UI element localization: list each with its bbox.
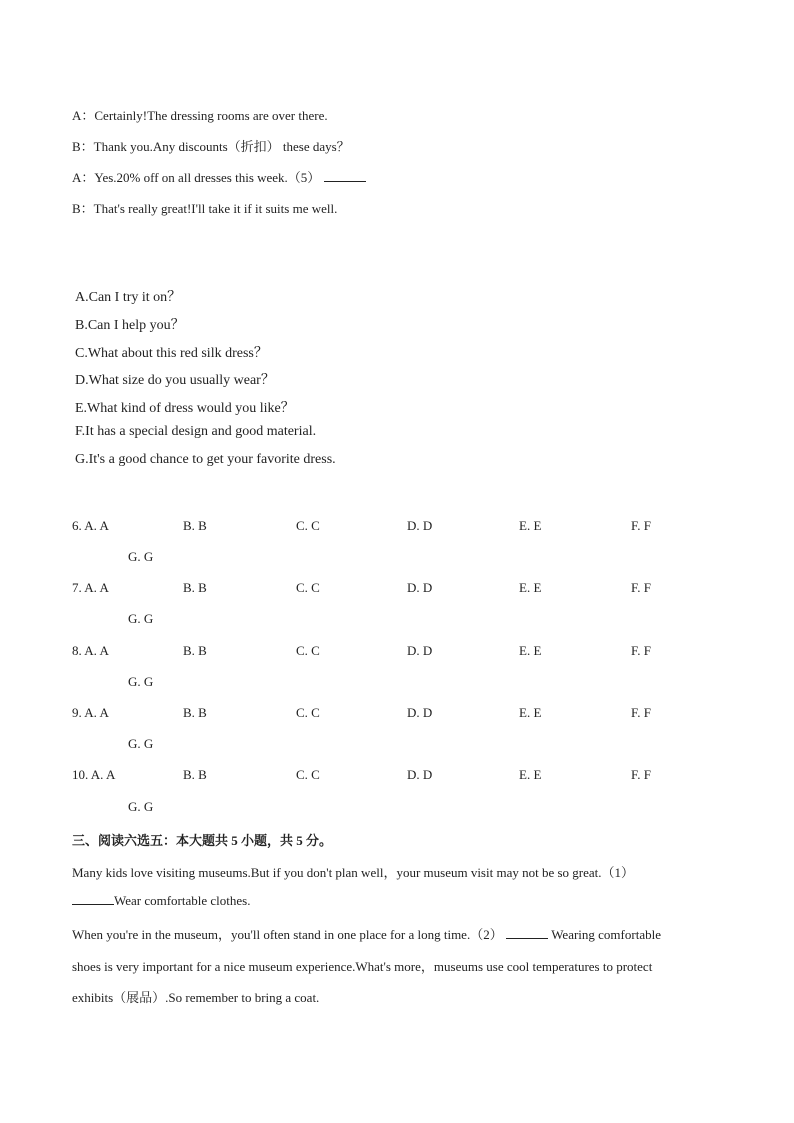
passage-text: Wearing comfortable [551, 927, 661, 942]
choice-f[interactable]: F. F [631, 643, 651, 658]
choice-c[interactable]: C. C [296, 518, 320, 533]
choice-e[interactable]: E. E [519, 767, 542, 782]
question-row [72, 767, 772, 787]
question-row [72, 518, 772, 538]
choice-d[interactable]: D. D [407, 705, 433, 720]
option-item: E.What kind of dress would you like？ [75, 401, 295, 416]
choice-a[interactable]: A. A [84, 518, 109, 533]
dialogue-text: Yes.20% off on all dresses this week.（5） [94, 170, 321, 185]
choice-g[interactable]: G. G [128, 736, 154, 751]
choice-d[interactable]: D. D [407, 767, 433, 782]
dialogue-line [72, 167, 366, 186]
choice-a[interactable]: A. A [84, 580, 109, 595]
passage-line [72, 893, 250, 909]
option-item: A.Can I try it on？ [75, 290, 182, 305]
dialogue-line [72, 198, 337, 217]
choice-d[interactable]: D. D [407, 518, 433, 533]
question-number: 6. A. A [72, 518, 109, 533]
passage-line: exhibits（展品）.So remember to bring a coat. [72, 990, 320, 1005]
choice-f[interactable]: F. F [631, 705, 651, 720]
choice-g[interactable]: G. G [128, 799, 154, 814]
answer-blank[interactable] [506, 937, 548, 939]
choice-d[interactable]: D. D [407, 643, 433, 658]
choice-e[interactable]: E. E [519, 705, 542, 720]
question-row [72, 705, 772, 725]
choice-c[interactable]: C. C [296, 705, 320, 720]
choice-f[interactable]: F. F [631, 518, 651, 533]
speaker-label: A： [72, 108, 95, 123]
dialogue-text: Certainly!The dressing rooms are over there. [94, 108, 328, 123]
speaker-label: B： [72, 139, 94, 154]
choice-b[interactable]: B. B [183, 518, 207, 533]
passage-line: shoes is very important for a nice museum experience.What's more，museums use cool temperatures to protect [72, 959, 653, 974]
option-item: G.It's a good chance to get your favorite dress. [75, 452, 336, 467]
choice-a[interactable]: A. A [84, 705, 109, 720]
option-item: F.It has a special design and good material. [75, 424, 317, 439]
speaker-label: B： [72, 201, 94, 216]
choice-a[interactable]: A. A [90, 767, 116, 782]
question-number: 9. A. A [72, 705, 109, 720]
passage-line: Many kids love visiting museums.But if you don't plan well，your museum visit may not be so great.（1） [72, 865, 635, 880]
passage-line [72, 924, 661, 943]
question-number: 8. A. A [72, 643, 109, 658]
choice-g[interactable]: G. G [128, 549, 154, 564]
choice-f[interactable]: F. F [631, 580, 651, 595]
section-heading: 三、阅读六选五：本大题共 5 小题，共 5 分。 [72, 833, 333, 848]
choice-g[interactable]: G. G [128, 674, 154, 689]
answer-blank[interactable] [324, 180, 366, 182]
option-item: C.What about this red silk dress？ [75, 346, 268, 361]
choice-e[interactable]: E. E [519, 580, 542, 595]
question-number: 7. A. A [72, 580, 109, 595]
choice-b[interactable]: B. B [183, 643, 207, 658]
passage-text: When you're in the museum，you'll often stand in one place for a long time.（2） [72, 927, 503, 942]
choice-c[interactable]: C. C [296, 643, 320, 658]
choice-b[interactable]: B. B [183, 767, 207, 782]
dialogue-text: Thank you.Any discounts（折扣） these days？ [93, 139, 350, 154]
dialogue-text: That's really great!I'll take it if it suits me well. [93, 201, 338, 216]
question-row [72, 580, 772, 600]
question-number: 10. A. A [72, 767, 116, 782]
choice-c[interactable]: C. C [296, 580, 320, 595]
passage-text: Wear comfortable clothes. [114, 893, 251, 908]
question-row [72, 643, 772, 663]
choice-f[interactable]: F. F [631, 767, 651, 782]
option-item: D.What size do you usually wear？ [75, 373, 275, 388]
choice-e[interactable]: E. E [519, 643, 542, 658]
choice-d[interactable]: D. D [407, 580, 433, 595]
choice-b[interactable]: B. B [183, 580, 207, 595]
option-item: B.Can I help you？ [75, 318, 185, 333]
answer-blank[interactable] [72, 903, 114, 905]
choice-c[interactable]: C. C [296, 767, 320, 782]
speaker-label: A： [72, 170, 95, 185]
choice-g[interactable]: G. G [128, 611, 154, 626]
choice-e[interactable]: E. E [519, 518, 542, 533]
dialogue-line [72, 105, 328, 124]
dialogue-line [72, 136, 350, 155]
choice-a[interactable]: A. A [84, 643, 109, 658]
choice-b[interactable]: B. B [183, 705, 207, 720]
